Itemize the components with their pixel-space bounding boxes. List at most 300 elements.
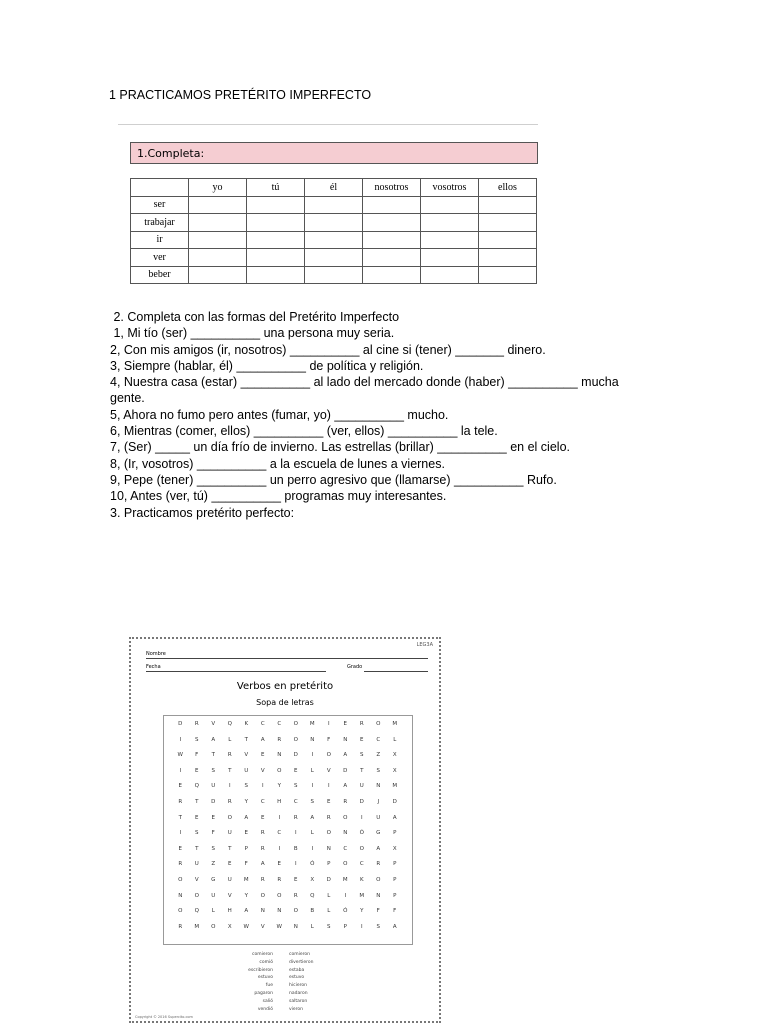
exercise-line: 2, Con mis amigos (ir, nosotros) __________ al cine si (tener) _______ dinero. xyxy=(110,342,546,357)
grid-letter[interactable]: R xyxy=(227,752,232,759)
grid-letter[interactable]: A xyxy=(376,845,381,852)
word-item: estuvo xyxy=(289,975,305,981)
grid-letter[interactable]: F xyxy=(244,861,248,868)
grade-line xyxy=(364,671,428,672)
grid-letter[interactable]: A xyxy=(244,814,249,821)
grid-letter[interactable]: R xyxy=(260,830,265,837)
grid-letter[interactable]: N xyxy=(343,830,348,837)
grid-letter[interactable]: L xyxy=(393,736,397,743)
person-header: yo xyxy=(189,179,247,197)
answer-cell[interactable] xyxy=(189,214,247,232)
person-header: vosotros xyxy=(421,179,479,197)
grid-letter[interactable]: Y xyxy=(360,908,364,915)
word-item: divertieron xyxy=(289,959,314,965)
grid-letter[interactable]: Z xyxy=(211,861,216,868)
word-item: comió xyxy=(259,959,273,965)
grid-letter[interactable]: A xyxy=(244,908,249,915)
answer-cell[interactable] xyxy=(247,231,305,249)
grid-letter[interactable]: U xyxy=(376,814,381,821)
grid-letter[interactable]: U xyxy=(211,783,216,790)
grid-letter[interactable]: S xyxy=(211,767,215,774)
grid-row xyxy=(164,924,420,930)
letter-grid xyxy=(163,715,413,945)
verb-cell: beber xyxy=(131,266,189,284)
grid-letter[interactable]: F xyxy=(195,752,199,759)
verb-cell: ver xyxy=(131,249,189,267)
grid-letter[interactable]: D xyxy=(343,767,348,774)
answer-cell[interactable] xyxy=(363,249,421,267)
grid-letter[interactable]: N xyxy=(178,892,183,899)
grid-letter[interactable]: R xyxy=(343,799,348,805)
answer-cell[interactable] xyxy=(479,196,537,214)
grid-row xyxy=(164,783,420,789)
grid-letter[interactable]: J xyxy=(377,799,380,805)
worksheet-title: Verbos en pretérito xyxy=(236,681,334,692)
answer-cell[interactable] xyxy=(189,231,247,249)
answer-cell[interactable] xyxy=(421,266,479,284)
word-item: nadaron xyxy=(289,990,308,996)
section-heading-perfecto: 3. Practicamos pretérito perfecto: xyxy=(110,505,295,520)
grid-letter[interactable]: A xyxy=(343,783,348,790)
grid-letter[interactable]: I xyxy=(311,752,314,759)
grid-letter[interactable]: S xyxy=(376,923,380,930)
grid-letter[interactable]: I xyxy=(179,736,182,743)
grid-letter[interactable]: Q xyxy=(310,892,315,899)
exercise-line: 7, (Ser) _____ un día frío de invierno. Las estrellas (brillar) __________ en el cielo. xyxy=(110,440,570,455)
grid-row xyxy=(164,830,420,836)
grid-letter[interactable]: U xyxy=(194,861,199,868)
grid-letter[interactable]: O xyxy=(227,814,232,821)
table-row xyxy=(131,231,537,249)
word-search-worksheet xyxy=(129,637,441,1023)
word-item: escribieron xyxy=(248,967,273,973)
name-label: Nombre xyxy=(146,651,166,657)
grid-letter[interactable]: A xyxy=(392,923,397,930)
grid-letter[interactable]: C xyxy=(277,721,282,727)
grid-letter[interactable]: L xyxy=(310,767,314,774)
grid-letter[interactable]: X xyxy=(310,877,315,883)
exercise-line: 9, Pepe (tener) __________ un perro agresivo que (llamarse) __________ Rufo. xyxy=(110,472,557,487)
grid-letter[interactable]: U xyxy=(359,783,364,790)
grid-letter[interactable]: X xyxy=(392,767,397,774)
grid-letter[interactable]: P xyxy=(343,923,347,930)
exercise-line: 3, Siempre (hablar, él) __________ de política y religión. xyxy=(110,358,424,373)
grid-letter[interactable]: E xyxy=(294,767,298,774)
grid-letter[interactable]: E xyxy=(360,736,364,743)
table-row xyxy=(131,214,537,232)
grid-letter[interactable]: S xyxy=(376,767,380,774)
grid-letter[interactable]: G xyxy=(376,830,381,837)
answer-cell[interactable] xyxy=(189,196,247,214)
grid-letter[interactable]: L xyxy=(310,923,314,930)
grid-letter[interactable]: C xyxy=(359,861,364,868)
grid-letter[interactable]: O xyxy=(326,752,331,759)
grid-letter[interactable]: D xyxy=(359,799,364,805)
grid-letter[interactable]: A xyxy=(260,861,265,868)
person-header: nosotros xyxy=(363,179,421,197)
grid-letter[interactable]: E xyxy=(228,861,232,868)
word-item: saltaron xyxy=(289,998,308,1004)
divider xyxy=(118,124,538,125)
grid-letter[interactable]: K xyxy=(244,721,249,727)
grid-letter[interactable]: O xyxy=(277,767,282,774)
grid-letter[interactable]: S xyxy=(244,783,248,790)
grid-letter[interactable]: O xyxy=(211,923,216,930)
grid-letter[interactable]: B xyxy=(310,908,315,915)
grid-letter[interactable]: U xyxy=(227,877,232,883)
grid-letter[interactable]: D xyxy=(392,799,397,805)
grid-letter[interactable]: O xyxy=(343,861,348,868)
grid-row xyxy=(164,893,420,899)
grid-letter[interactable]: I xyxy=(179,767,182,774)
grid-letter[interactable]: Q xyxy=(194,783,199,790)
grid-letter[interactable]: L xyxy=(327,908,331,915)
grid-letter[interactable]: I xyxy=(311,783,314,790)
grid-row xyxy=(164,846,420,852)
grid-letter[interactable]: N xyxy=(260,908,265,915)
grid-letter[interactable]: X xyxy=(227,923,232,930)
verb-cell: ser xyxy=(131,196,189,214)
grid-letter[interactable]: R xyxy=(178,861,183,868)
conjugation-exercise xyxy=(118,118,550,304)
grid-letter[interactable]: L xyxy=(228,736,232,743)
grid-letter[interactable]: M xyxy=(309,721,315,727)
grid-letter[interactable]: S xyxy=(310,799,314,805)
grid-letter[interactable]: Ó xyxy=(310,861,315,868)
grid-letter[interactable]: B xyxy=(293,845,298,852)
grid-letter[interactable]: M xyxy=(392,721,398,727)
grid-letter[interactable]: L xyxy=(211,908,215,915)
person-header: ellos xyxy=(479,179,537,197)
grid-letter[interactable]: D xyxy=(326,877,331,883)
grid-letter[interactable]: I xyxy=(327,783,330,790)
grid-letter[interactable]: C xyxy=(277,830,282,837)
grid-row xyxy=(164,768,420,774)
grid-letter[interactable]: T xyxy=(228,845,232,852)
exercise-line: gente. xyxy=(110,391,145,406)
grid-letter[interactable]: I xyxy=(278,845,281,852)
grid-letter[interactable]: R xyxy=(178,799,183,805)
grid-letter[interactable]: Q xyxy=(227,721,232,727)
grid-letter[interactable]: P xyxy=(244,845,248,852)
grid-letter[interactable]: R xyxy=(194,721,199,727)
grid-letter[interactable]: O xyxy=(359,845,364,852)
grid-letter[interactable]: R xyxy=(178,923,183,930)
grid-letter[interactable]: N xyxy=(376,892,381,899)
grid-letter[interactable]: E xyxy=(294,877,298,883)
grid-letter[interactable]: S xyxy=(195,830,199,837)
grid-letter[interactable]: A xyxy=(310,814,315,821)
word-item: vieron xyxy=(289,1006,304,1012)
grid-letter[interactable]: C xyxy=(376,736,381,743)
grid-letter[interactable]: Y xyxy=(277,783,281,790)
grid-letter[interactable]: V xyxy=(211,721,216,727)
grade-label: Grado xyxy=(347,664,363,670)
grid-letter[interactable]: O xyxy=(376,877,381,883)
grid-letter[interactable]: F xyxy=(211,830,215,837)
grid-letter[interactable]: T xyxy=(211,752,215,759)
grid-letter[interactable]: N xyxy=(310,736,315,743)
verb-cell: trabajar xyxy=(131,214,189,232)
word-list-right xyxy=(289,951,339,1013)
grid-row xyxy=(164,737,420,743)
grid-letter[interactable]: R xyxy=(227,799,232,805)
grid-letter[interactable]: C xyxy=(343,845,348,852)
grid-letter[interactable]: E xyxy=(211,814,215,821)
grid-letter[interactable]: N xyxy=(293,923,298,930)
verb-cell: ir xyxy=(131,231,189,249)
grid-letter[interactable]: C xyxy=(293,799,298,805)
grid-letter[interactable]: E xyxy=(261,752,265,759)
grid-letter[interactable]: V xyxy=(194,877,199,883)
grid-letter[interactable]: V xyxy=(244,752,249,759)
grid-letter[interactable]: S xyxy=(195,736,199,743)
table-corner-cell xyxy=(131,179,189,197)
grid-letter[interactable]: P xyxy=(327,861,331,868)
answer-cell[interactable] xyxy=(363,266,421,284)
answer-cell[interactable] xyxy=(479,249,537,267)
exercise-instruction: 2. Completa con las formas del Pretérito Imperfecto xyxy=(110,310,400,324)
grid-letter[interactable]: E xyxy=(277,861,281,868)
grid-letter[interactable]: O xyxy=(178,877,183,883)
grid-letter[interactable]: F xyxy=(327,736,331,743)
table-row xyxy=(131,249,537,267)
grid-letter[interactable]: K xyxy=(359,877,364,883)
grid-letter[interactable]: N xyxy=(376,783,381,790)
answer-cell[interactable] xyxy=(189,266,247,284)
grid-letter[interactable]: Ó xyxy=(359,830,364,837)
grid-letter[interactable]: S xyxy=(327,923,331,930)
grid-letter[interactable]: E xyxy=(195,767,199,774)
grid-letter[interactable]: C xyxy=(260,721,265,727)
word-item: vendió xyxy=(257,1006,273,1012)
fill-in-exercises xyxy=(110,309,640,521)
grid-letter[interactable]: X xyxy=(392,752,397,759)
answer-cell[interactable] xyxy=(247,266,305,284)
exercise-line: 6, Mientras (comer, ellos) __________ (ver, ellos) __________ la tele. xyxy=(110,424,498,439)
grid-letter[interactable]: V xyxy=(227,892,232,899)
exercise-title: 1.Completa: xyxy=(130,142,538,164)
grid-letter[interactable]: O xyxy=(178,908,183,915)
answer-cell[interactable] xyxy=(363,214,421,232)
grid-letter[interactable]: V xyxy=(260,767,265,774)
answer-cell[interactable] xyxy=(479,214,537,232)
grid-row xyxy=(164,908,420,914)
grid-letter[interactable]: L xyxy=(327,892,331,899)
grid-letter[interactable]: I xyxy=(360,814,363,821)
grid-letter[interactable]: H xyxy=(277,799,282,805)
grid-letter[interactable]: E xyxy=(178,783,182,790)
grid-row xyxy=(164,877,420,883)
grid-letter[interactable]: G xyxy=(211,877,216,883)
grid-letter[interactable]: O xyxy=(376,721,381,727)
grid-letter[interactable]: R xyxy=(293,814,298,821)
grid-letter[interactable]: I xyxy=(294,861,297,868)
grid-letter[interactable]: E xyxy=(327,799,331,805)
grid-letter[interactable]: T xyxy=(244,736,248,743)
answer-cell[interactable] xyxy=(421,196,479,214)
grid-letter[interactable]: Z xyxy=(376,752,381,759)
word-item: comieron xyxy=(289,952,310,957)
grid-letter[interactable]: T xyxy=(178,814,182,821)
grid-letter[interactable]: R xyxy=(277,877,282,883)
worksheet-subtitle: Sopa de letras xyxy=(256,698,314,707)
grid-letter[interactable]: A xyxy=(211,736,216,743)
grid-letter[interactable]: T xyxy=(195,799,199,805)
grid-letter[interactable]: A xyxy=(392,814,397,821)
grid-letter[interactable]: V xyxy=(326,767,331,774)
name-line xyxy=(146,658,428,659)
word-item: salió xyxy=(262,998,273,1004)
word-item: estuvo xyxy=(257,975,273,981)
grid-letter[interactable]: M xyxy=(359,892,365,899)
grid-letter[interactable]: N xyxy=(343,736,348,743)
grid-letter[interactable]: M xyxy=(342,877,348,883)
grid-letter[interactable]: C xyxy=(260,799,265,805)
grid-letter[interactable]: H xyxy=(227,908,232,915)
word-item: comieron xyxy=(252,952,273,957)
answer-cell[interactable] xyxy=(305,266,363,284)
grid-letter[interactable]: T xyxy=(195,845,199,852)
grid-letter[interactable]: P xyxy=(393,830,397,837)
grid-letter[interactable]: W xyxy=(177,752,183,759)
grid-letter[interactable]: N xyxy=(277,908,282,915)
word-item: estaba xyxy=(289,967,305,973)
grid-letter[interactable]: I xyxy=(294,830,297,837)
grid-letter[interactable]: N xyxy=(277,752,282,759)
grid-letter[interactable]: Q xyxy=(194,908,199,915)
grid-letter[interactable]: M xyxy=(194,923,200,930)
grid-letter[interactable]: O xyxy=(326,830,331,837)
grid-letter[interactable]: T xyxy=(228,767,232,774)
word-item: hicieron xyxy=(289,983,307,989)
grid-letter[interactable]: A xyxy=(343,752,348,759)
answer-cell[interactable] xyxy=(247,196,305,214)
grid-letter[interactable]: I xyxy=(179,830,182,837)
grid-letter[interactable]: O xyxy=(293,908,298,915)
person-header: tú xyxy=(247,179,305,197)
grid-letter[interactable]: D xyxy=(293,752,298,759)
grid-letter[interactable]: U xyxy=(211,892,216,899)
grid-letter[interactable]: R xyxy=(260,845,265,852)
grid-letter[interactable]: E xyxy=(244,830,248,837)
person-header: él xyxy=(305,179,363,197)
grid-letter[interactable]: E xyxy=(343,721,347,727)
word-list-left xyxy=(231,951,273,1013)
grid-letter[interactable]: M xyxy=(392,783,398,790)
answer-cell[interactable] xyxy=(363,196,421,214)
grid-letter[interactable]: R xyxy=(359,721,364,727)
grid-letter[interactable]: S xyxy=(294,783,298,790)
exercise-line: 5, Ahora no fumo pero antes (fumar, yo) __________ mucho. xyxy=(110,407,449,422)
word-item: fue xyxy=(265,983,273,989)
table-row xyxy=(131,196,537,214)
grid-letter[interactable]: R xyxy=(326,814,331,821)
grid-letter[interactable]: D xyxy=(178,721,183,727)
grid-letter[interactable]: S xyxy=(360,752,364,759)
grid-letter[interactable]: O xyxy=(343,814,348,821)
answer-cell[interactable] xyxy=(363,231,421,249)
exercise-line: 8, (Ir, vosotros) __________ a la escuela de lunes a viernes. xyxy=(110,456,445,471)
grid-letter[interactable]: O xyxy=(293,736,298,743)
grid-letter[interactable]: W xyxy=(276,923,282,930)
grid-letter[interactable]: P xyxy=(393,861,397,868)
grid-letter[interactable]: N xyxy=(326,845,331,852)
grid-letter[interactable]: R xyxy=(260,877,265,883)
grid-letter[interactable]: Y xyxy=(244,892,248,899)
grid-letter[interactable]: Ó xyxy=(343,908,348,915)
grid-letter[interactable]: O xyxy=(194,892,199,899)
grid-letter[interactable]: M xyxy=(243,877,249,883)
answer-cell[interactable] xyxy=(421,249,479,267)
grid-letter[interactable]: O xyxy=(293,721,298,727)
grid-row xyxy=(164,861,420,867)
grid-letter[interactable]: I xyxy=(278,814,281,821)
grid-letter[interactable]: O xyxy=(277,892,282,899)
grid-letter[interactable]: R xyxy=(293,892,298,899)
answer-cell[interactable] xyxy=(421,214,479,232)
grid-letter[interactable]: R xyxy=(376,861,381,868)
worksheet-code: LEG3A xyxy=(416,642,433,648)
grid-letter[interactable]: P xyxy=(393,892,397,899)
exercise-line: 1, Mi tío (ser) __________ una persona muy seria. xyxy=(110,326,395,341)
grid-letter[interactable]: I xyxy=(360,923,363,930)
answer-cell[interactable] xyxy=(305,231,363,249)
answer-cell[interactable] xyxy=(189,249,247,267)
grid-letter[interactable]: I xyxy=(327,721,330,727)
date-line xyxy=(146,671,326,672)
grid-letter[interactable]: F xyxy=(393,908,397,915)
answer-cell[interactable] xyxy=(421,231,479,249)
grid-letter[interactable]: I xyxy=(261,783,264,790)
answer-cell[interactable] xyxy=(305,249,363,267)
grid-letter[interactable]: A xyxy=(260,736,265,743)
grid-letter[interactable]: D xyxy=(211,799,216,805)
answer-cell[interactable] xyxy=(479,266,537,284)
answer-cell[interactable] xyxy=(479,231,537,249)
answer-cell[interactable] xyxy=(305,196,363,214)
grid-letter[interactable]: U xyxy=(244,767,249,774)
grid-letter[interactable]: X xyxy=(392,845,397,852)
grid-letter[interactable]: V xyxy=(260,923,265,930)
grid-letter[interactable]: T xyxy=(360,767,364,774)
grid-letter[interactable]: S xyxy=(211,845,215,852)
grid-letter[interactable]: E xyxy=(195,814,199,821)
grid-letter[interactable]: F xyxy=(376,908,380,915)
answer-cell[interactable] xyxy=(305,214,363,232)
grid-letter[interactable]: E xyxy=(261,814,265,821)
grid-letter[interactable]: W xyxy=(243,923,249,930)
grid-letter[interactable]: I xyxy=(311,845,314,852)
table-header-row xyxy=(131,179,537,197)
grid-letter[interactable]: U xyxy=(227,830,232,837)
grid-letter[interactable]: I xyxy=(344,892,347,899)
grid-letter[interactable]: P xyxy=(393,877,397,883)
conjugation-table xyxy=(130,178,537,284)
grid-letter[interactable]: R xyxy=(277,736,282,743)
section-heading-imperfecto: 1 PRACTICAMOS PRETÉRITO IMPERFECTO xyxy=(109,88,372,102)
grid-row xyxy=(164,752,420,758)
grid-letter[interactable]: E xyxy=(178,845,182,852)
grid-letter[interactable]: L xyxy=(310,830,314,837)
answer-cell[interactable] xyxy=(247,249,305,267)
grid-letter[interactable]: Y xyxy=(244,799,248,805)
grid-letter[interactable]: I xyxy=(228,783,231,790)
exercise-line: 10, Antes (ver, tú) __________ programas muy interesantes. xyxy=(110,489,447,504)
answer-cell[interactable] xyxy=(247,214,305,232)
grid-letter[interactable]: O xyxy=(260,892,265,899)
grid-row xyxy=(164,721,420,727)
